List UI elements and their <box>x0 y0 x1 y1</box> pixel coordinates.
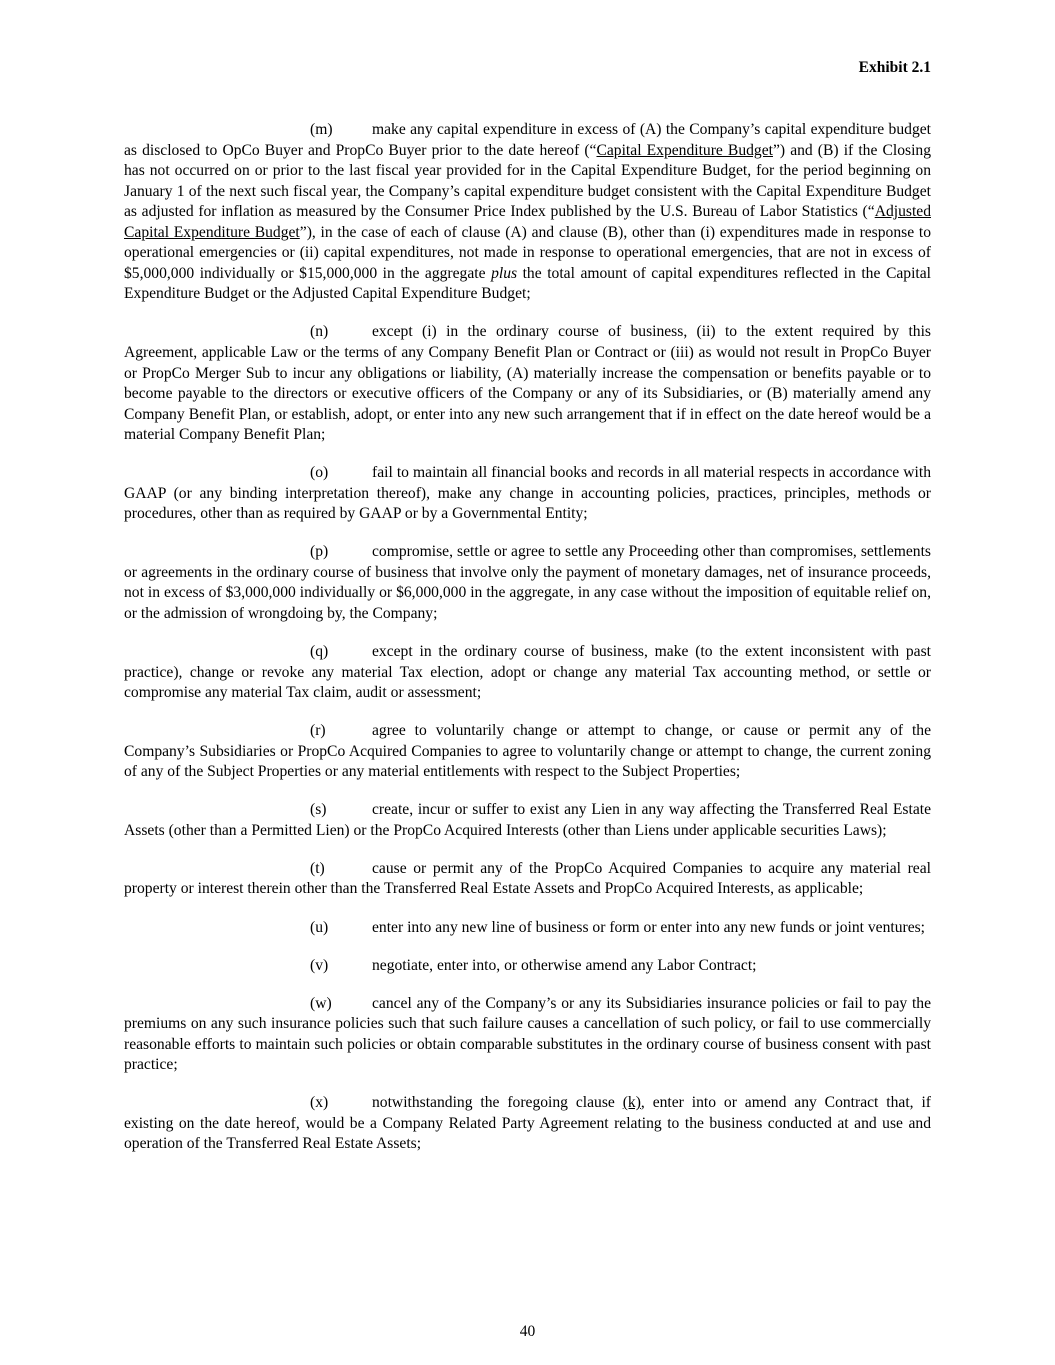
clause-marker: (t) <box>310 859 325 877</box>
clause-reference-k: (k) <box>622 1094 641 1112</box>
clause-text: make any capital expenditure in excess of (A) the Company’s capital expenditure budget as disclosed to OpCo Buyer and PropCo Buyer prior to the date hereof (“ <box>124 121 931 159</box>
clause-m <box>124 120 931 305</box>
clause-s <box>124 800 931 841</box>
clause-marker: (n) <box>310 323 329 341</box>
clause-w <box>124 994 931 1076</box>
clause-text: , enter into or amend any Contract that, if existing on the date hereof, would be a Company Related Party Agreement relating to the business conducted at and use and operation of the Transferred Real Estate Assets; <box>124 1094 931 1153</box>
clause-marker: (v) <box>310 956 329 974</box>
clause-x <box>124 1093 931 1155</box>
clause-v <box>124 956 931 977</box>
clause-q <box>124 642 931 704</box>
clause-text: compromise, settle or agree to settle any Proceeding other than compromises, settlements or agreements in the ordinary course of business that involve only the payment of monetary damages, net of insurance proceeds, not in excess of $3,000,000 individually or $6,000,000 in the aggregate, in any case without the imposition of equitable relief on, or the admission of wrongdoing by, the Company; <box>124 543 931 622</box>
clause-o <box>124 463 931 525</box>
clause-marker: (q) <box>310 643 329 661</box>
clause-marker: (p) <box>310 543 329 561</box>
clause-marker: (w) <box>310 994 332 1012</box>
clause-marker: (u) <box>310 918 329 936</box>
clause-text: except in the ordinary course of business, make (to the extent inconsistent with past practice), change or revoke any material Tax election, adopt or change any material Tax accounting method, or settle or compromise any material Tax claim, audit or assessment; <box>124 643 931 702</box>
clause-text: ”) and (B) if the Closing has not occurred on or prior to the last fiscal year provided for in the Capital Expenditure Budget, for the period beginning on January 1 of the next such fiscal year, the Company’s capital expenditure budget consistent with the Capital Expenditure Budget as adjusted for inflation as measured by the Consumer Price Index published by the U.S. Bureau of Labor Statistics (“ <box>124 141 931 221</box>
clause-text: cause or permit any of the PropCo Acquired Companies to acquire any material real property or interest therein other than the Transferred Real Estate Assets and PropCo Acquired Interests, as applicable; <box>124 859 931 898</box>
clause-text: cancel any of the Company’s or any its Subsidiaries insurance policies or fail to pay the premiums on any such insurance policies such that such failure causes a cancellation of such policy, or fail to use commercially reasonable efforts to maintain such policies or obtain comparable substitutes in the ordinary course of business consent with past practice; <box>124 994 931 1074</box>
defined-term-capital-expenditure-budget: Capital Expenditure Budget <box>596 141 773 159</box>
clause-text: enter into any new line of business or form or enter into any new funds or joint ventures; <box>372 918 926 936</box>
clause-marker: (r) <box>310 722 326 740</box>
clause-text: except (i) in the ordinary course of business, (ii) to the extent required by this Agreement, applicable Law or the terms of any Company Benefit Plan or Contract or (iii) as would not result in PropCo Buyer or PropCo Merger Sub to incur any obligations or liability, (A) materially increase the compensation or benefits payable or to become payable to the directors or executive officers of the Company or any of its Subsidiaries, or (B) materially amend any Company Benefit Plan, or establish, adopt, or enter into any new such arrangement that if in effect on the date hereof would be a material Company Benefit Plan; <box>124 323 931 444</box>
italic-term-plus: plus <box>491 264 518 282</box>
clause-n <box>124 322 931 445</box>
document-body <box>124 120 931 1172</box>
clause-marker: (s) <box>310 801 327 819</box>
exhibit-label: Exhibit 2.1 <box>858 59 931 76</box>
defined-term-adjusted-capital-expenditure-budget: Adjusted Capital Expenditure Budget <box>124 203 931 241</box>
page-number: 40 <box>519 1323 536 1340</box>
clause-marker: (m) <box>310 121 333 138</box>
clause-text: notwithstanding the foregoing clause <box>372 1094 623 1112</box>
clause-text: ”), in the case of each of clause (A) and clause (B), other than (i) expenditures made in response to operational emergencies or (ii) capital expenditures, not made in response to operational emergencies, that are not in excess of $5,000,000 individually or $15,000,000 in the aggregate <box>124 223 932 282</box>
clause-text: negotiate, enter into, or otherwise amend any Labor Contract; <box>372 956 757 974</box>
clause-marker: (o) <box>310 464 329 482</box>
clause-u <box>124 918 931 939</box>
clause-marker: (x) <box>310 1094 329 1112</box>
clause-text: fail to maintain all financial books and records in all material respects in accordance with GAAP (or any binding interpretation thereof), make any change in accounting policies, practices, principles, methods or procedures, other than as required by GAAP or by a Governmental Entity; <box>124 464 931 523</box>
clause-t <box>124 859 931 900</box>
clause-text: the total amount of capital expenditures reflected in the Capital Expenditure Budget or the Adjusted Capital Expenditure Budget; <box>124 264 931 303</box>
clause-p <box>124 542 931 624</box>
clause-text: create, incur or suffer to exist any Lien in any way affecting the Transferred Real Estate Assets (other than a Permitted Lien) or the PropCo Acquired Interests (other than Liens under applicable securities Laws); <box>124 801 931 839</box>
clause-r <box>124 721 931 783</box>
clause-text: agree to voluntarily change or attempt to change, or cause or permit any of the Company’s Subsidiaries or PropCo Acquired Companies to agree to voluntarily change or attempt to change, the current zoning of any of the Subject Properties or any material entitlements with respect to the Subject Properties; <box>124 722 931 781</box>
